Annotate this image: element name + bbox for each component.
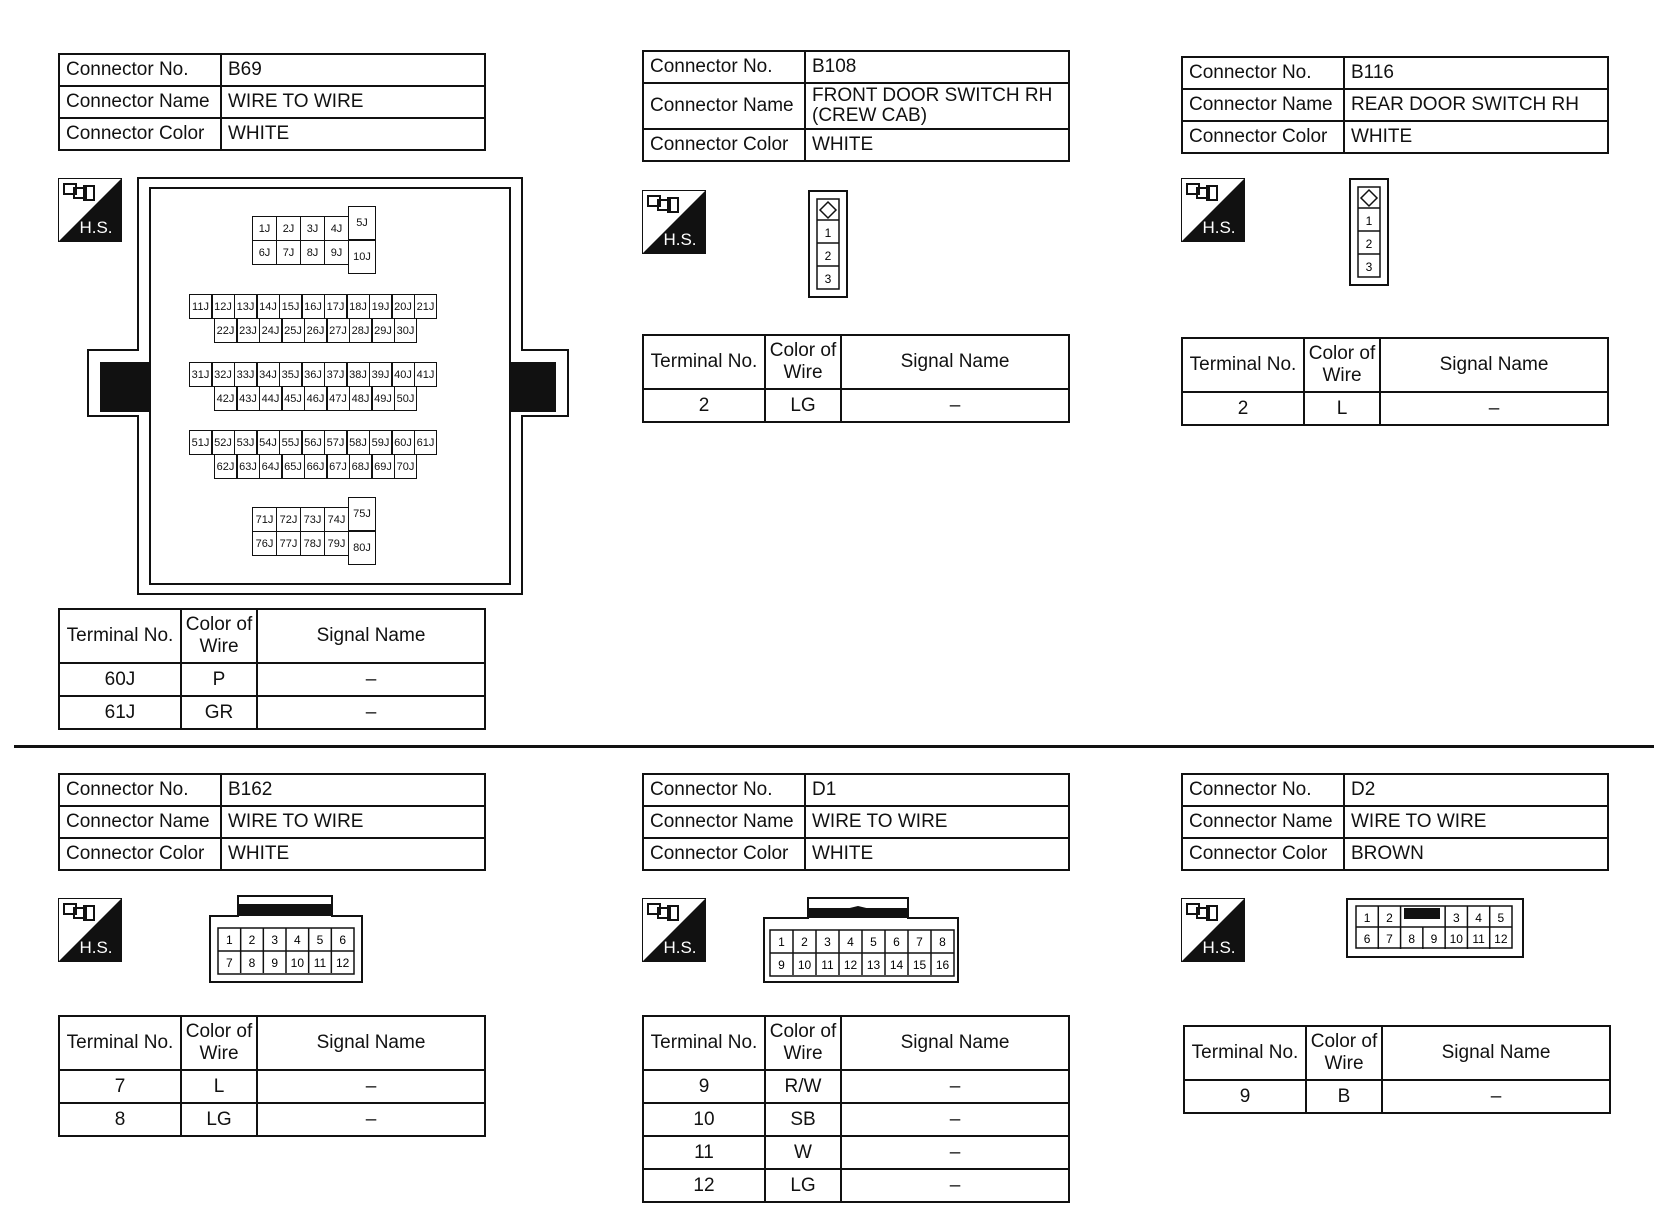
d2-color-label: Connector Color bbox=[1182, 838, 1344, 870]
b69-pin-51J: 51J bbox=[189, 430, 212, 455]
b69-pin-42J: 42J bbox=[214, 386, 237, 411]
d2-th-signal: Signal Name bbox=[1382, 1026, 1610, 1080]
b69-pin-59J: 59J bbox=[369, 430, 392, 455]
b69-pin-54J: 54J bbox=[257, 430, 280, 455]
b69-pin-5J: 5J bbox=[348, 206, 376, 240]
b108-name-label: Connector Name bbox=[643, 83, 805, 129]
b69-pin-57J: 57J bbox=[324, 430, 347, 455]
d2-pin-7: 7 bbox=[1386, 932, 1393, 946]
b69-pin-10J: 10J bbox=[348, 240, 376, 274]
b69-pin-52J: 52J bbox=[212, 430, 235, 455]
b162-info-table bbox=[58, 773, 486, 871]
d2-pin-2: 2 bbox=[1386, 911, 1393, 925]
d1-pin-8: 8 bbox=[939, 935, 946, 949]
table-row: 60J P – bbox=[59, 663, 485, 696]
b116-info-table bbox=[1181, 56, 1609, 154]
d1-pin-11: 11 bbox=[821, 958, 834, 972]
d1-pin-10: 10 bbox=[797, 958, 812, 972]
b108-no-label: Connector No. bbox=[643, 51, 805, 83]
b69-pin-56J: 56J bbox=[302, 430, 325, 455]
d2-pin-6: 6 bbox=[1363, 932, 1371, 946]
b69-th-signal: Signal Name bbox=[257, 609, 485, 663]
b69-pin-16J: 16J bbox=[302, 294, 325, 319]
b162-pin-8: 8 bbox=[248, 956, 256, 970]
b69-pin-55J: 55J bbox=[279, 430, 302, 455]
b69-pin-36J: 36J bbox=[302, 362, 325, 387]
b162-name-label: Connector Name bbox=[59, 806, 221, 838]
b108-no-value: B108 bbox=[805, 51, 1069, 83]
b69-pin-50J: 50J bbox=[394, 386, 417, 411]
b116-pin-2: 2 bbox=[1365, 237, 1373, 251]
b69-pin-20J: 20J bbox=[392, 294, 415, 319]
b108-color-label: Connector Color bbox=[643, 129, 805, 161]
b69-pin-35J: 35J bbox=[279, 362, 302, 387]
b69-pin-23J: 23J bbox=[237, 318, 260, 343]
d2-pin-12: 12 bbox=[1494, 932, 1508, 946]
b69-pin-24J: 24J bbox=[259, 318, 282, 343]
b162-pin-9: 9 bbox=[271, 956, 279, 970]
b162-color-label: Connector Color bbox=[59, 838, 221, 870]
b69-pin-15J: 15J bbox=[279, 294, 302, 319]
b69-pin-64J: 64J bbox=[259, 454, 282, 479]
b69-pin-26J: 26J bbox=[304, 318, 327, 343]
d2-hs-icon bbox=[1181, 898, 1245, 962]
b162-connector-face bbox=[208, 894, 366, 984]
b69-pin-3J: 3J bbox=[300, 216, 325, 241]
d2-pin-9: 9 bbox=[1430, 932, 1438, 946]
b69-pin-72J: 72J bbox=[276, 507, 301, 532]
b116-no-value: B116 bbox=[1344, 57, 1608, 89]
b116-connector-face bbox=[1349, 178, 1391, 288]
b69-pin-29J: 29J bbox=[372, 318, 395, 343]
b69-pin-80J: 80J bbox=[348, 531, 376, 565]
d1-terminal-table bbox=[642, 1015, 1070, 1203]
b69-no-value: B69 bbox=[221, 54, 485, 86]
b69-pin-77J: 77J bbox=[276, 531, 301, 556]
b162-pin-1: 1 bbox=[225, 933, 233, 947]
d1-info-table bbox=[642, 773, 1070, 871]
b69-pin-17J: 17J bbox=[324, 294, 347, 319]
b116-th-terminal: Terminal No. bbox=[1182, 338, 1304, 392]
b69-pin-60J: 60J bbox=[392, 430, 415, 455]
b69-pin-27J: 27J bbox=[327, 318, 350, 343]
b162-pin-6: 6 bbox=[339, 933, 347, 947]
b108-pin-2: 2 bbox=[824, 249, 832, 263]
b69-pin-43J: 43J bbox=[237, 386, 260, 411]
b69-pin-1J: 1J bbox=[252, 216, 277, 241]
d2-name-label: Connector Name bbox=[1182, 806, 1344, 838]
table-row: 12 LG – bbox=[643, 1169, 1069, 1202]
b69-pin-30J: 30J bbox=[394, 318, 417, 343]
d1-no-label: Connector No. bbox=[643, 774, 805, 806]
table-row: 2 LG – bbox=[643, 389, 1069, 422]
d1-no-value: D1 bbox=[805, 774, 1069, 806]
b162-th-signal: Signal Name bbox=[257, 1016, 485, 1070]
d2-pin-11: 11 bbox=[1472, 932, 1485, 946]
svg-text:H.S.: H.S. bbox=[79, 218, 113, 237]
b116-pin-1: 1 bbox=[1365, 214, 1373, 228]
b69-pin-45J: 45J bbox=[282, 386, 305, 411]
b162-color-value: WHITE bbox=[221, 838, 485, 870]
d1-name-value: WIRE TO WIRE bbox=[805, 806, 1069, 838]
b162-th-terminal: Terminal No. bbox=[59, 1016, 181, 1070]
b69-pin-76J: 76J bbox=[252, 531, 277, 556]
svg-text:H.S.: H.S. bbox=[663, 230, 697, 249]
b69-pin-49J: 49J bbox=[372, 386, 395, 411]
b69-pin-53J: 53J bbox=[234, 430, 257, 455]
d1-th-signal: Signal Name bbox=[841, 1016, 1069, 1070]
table-row: 10 SB – bbox=[643, 1103, 1069, 1136]
b162-pin-5: 5 bbox=[316, 933, 324, 947]
d1-pin-2: 2 bbox=[801, 935, 808, 949]
d1-pin-4: 4 bbox=[847, 935, 854, 949]
b69-pin-70J: 70J bbox=[394, 454, 417, 479]
b69-pin-41J: 41J bbox=[414, 362, 437, 387]
b69-name-label: Connector Name bbox=[59, 86, 221, 118]
b162-pin-7: 7 bbox=[225, 956, 233, 970]
b69-pin-69J: 69J bbox=[372, 454, 395, 479]
b69-pin-71J: 71J bbox=[252, 507, 277, 532]
d1-pin-7: 7 bbox=[916, 935, 923, 949]
d1-th-terminal: Terminal No. bbox=[643, 1016, 765, 1070]
d2-no-label: Connector No. bbox=[1182, 774, 1344, 806]
b69-pin-63J: 63J bbox=[237, 454, 260, 479]
b69-pin-13J: 13J bbox=[234, 294, 257, 319]
b69-pin-39J: 39J bbox=[369, 362, 392, 387]
b69-pin-2J: 2J bbox=[276, 216, 301, 241]
b108-th-terminal: Terminal No. bbox=[643, 335, 765, 389]
d2-name-value: WIRE TO WIRE bbox=[1344, 806, 1608, 838]
d1-hs-icon bbox=[642, 898, 706, 962]
svg-text:H.S.: H.S. bbox=[79, 938, 113, 957]
b116-color-value: WHITE bbox=[1344, 121, 1608, 153]
b108-connector-face bbox=[808, 190, 850, 300]
d1-name-label: Connector Name bbox=[643, 806, 805, 838]
b162-pin-2: 2 bbox=[248, 933, 256, 947]
table-row: 9 B – bbox=[1184, 1080, 1610, 1113]
b69-pin-74J: 74J bbox=[324, 507, 349, 532]
b69-pin-78J: 78J bbox=[300, 531, 325, 556]
table-row: 9 R/W – bbox=[643, 1070, 1069, 1103]
d2-pin-4: 4 bbox=[1475, 911, 1482, 925]
table-row: 7 L – bbox=[59, 1070, 485, 1103]
b69-pin-19J: 19J bbox=[369, 294, 392, 319]
b116-color-label: Connector Color bbox=[1182, 121, 1344, 153]
d2-color-value: BROWN bbox=[1344, 838, 1608, 870]
b116-name-value: REAR DOOR SWITCH RH bbox=[1344, 89, 1608, 121]
b108-color-value: WHITE bbox=[805, 129, 1069, 161]
b162-pin-3: 3 bbox=[271, 933, 279, 947]
b69-pin-44J: 44J bbox=[259, 386, 282, 411]
b69-pin-7J: 7J bbox=[276, 240, 301, 265]
b69-color-value: WHITE bbox=[221, 118, 485, 150]
d2-pin-5: 5 bbox=[1497, 911, 1505, 925]
d1-pin-12: 12 bbox=[843, 958, 858, 972]
b162-pin-11: 11 bbox=[313, 956, 327, 970]
b69-pin-73J: 73J bbox=[300, 507, 325, 532]
b162-pin-10: 10 bbox=[290, 956, 305, 970]
b69-th-wire: Color of Wire bbox=[181, 609, 257, 663]
b69-th-terminal: Terminal No. bbox=[59, 609, 181, 663]
d1-th-wire: Color of Wire bbox=[765, 1016, 841, 1070]
d1-connector-face bbox=[762, 896, 962, 986]
b69-pin-62J: 62J bbox=[214, 454, 237, 479]
b69-pin-58J: 58J bbox=[347, 430, 370, 455]
b162-pin-4: 4 bbox=[293, 933, 301, 947]
d2-pin-10: 10 bbox=[1449, 932, 1463, 946]
b69-pin-6J: 6J bbox=[252, 240, 277, 265]
b69-pin-11J: 11J bbox=[189, 294, 212, 319]
d1-pin-14: 14 bbox=[889, 958, 904, 972]
svg-text:H.S.: H.S. bbox=[663, 938, 697, 957]
table-row: 11 W – bbox=[643, 1136, 1069, 1169]
d1-pin-15: 15 bbox=[912, 958, 927, 972]
b69-pin-14J: 14J bbox=[257, 294, 280, 319]
b162-th-wire: Color of Wire bbox=[181, 1016, 257, 1070]
b69-pin-31J: 31J bbox=[189, 362, 212, 387]
b116-terminal-table bbox=[1181, 337, 1609, 426]
b108-pin-3: 3 bbox=[824, 272, 832, 286]
b69-pin-4J: 4J bbox=[324, 216, 349, 241]
d1-color-label: Connector Color bbox=[643, 838, 805, 870]
b108-name-value: FRONT DOOR SWITCH RH (CREW CAB) bbox=[805, 83, 1069, 129]
b69-pin-37J: 37J bbox=[324, 362, 347, 387]
d2-th-terminal: Terminal No. bbox=[1184, 1026, 1306, 1080]
table-row: 8 LG – bbox=[59, 1103, 485, 1136]
b69-pin-48J: 48J bbox=[349, 386, 372, 411]
b108-hs-icon bbox=[642, 190, 706, 254]
b108-pin-1: 1 bbox=[824, 226, 832, 240]
b108-th-wire: Color of Wire bbox=[765, 335, 841, 389]
b108-info-table bbox=[642, 50, 1070, 162]
b108-th-signal: Signal Name bbox=[841, 335, 1069, 389]
b69-pin-32J: 32J bbox=[212, 362, 235, 387]
table-row: 61J GR – bbox=[59, 696, 485, 729]
b69-color-label: Connector Color bbox=[59, 118, 221, 150]
b69-pin-67J: 67J bbox=[327, 454, 350, 479]
section-divider bbox=[14, 745, 1654, 748]
b69-pin-38J: 38J bbox=[347, 362, 370, 387]
b69-no-label: Connector No. bbox=[59, 54, 221, 86]
b69-pin-22J: 22J bbox=[214, 318, 237, 343]
b69-info-table bbox=[58, 53, 486, 151]
b69-pin-18J: 18J bbox=[347, 294, 370, 319]
b69-pin-12J: 12J bbox=[212, 294, 235, 319]
b162-no-value: B162 bbox=[221, 774, 485, 806]
d1-pin-9: 9 bbox=[778, 958, 785, 972]
d2-terminal-table bbox=[1183, 1025, 1611, 1114]
b116-no-label: Connector No. bbox=[1182, 57, 1344, 89]
d2-connector-face bbox=[1346, 898, 1526, 960]
b69-pin-40J: 40J bbox=[392, 362, 415, 387]
b162-hs-icon bbox=[58, 898, 122, 962]
table-row: 2 L – bbox=[1182, 392, 1608, 425]
d1-pin-1: 1 bbox=[778, 935, 785, 949]
b162-terminal-table bbox=[58, 1015, 486, 1137]
svg-text:H.S.: H.S. bbox=[1202, 938, 1236, 957]
d1-pin-5: 5 bbox=[870, 935, 877, 949]
b116-pin-3: 3 bbox=[1365, 260, 1373, 274]
b116-hs-icon bbox=[1181, 178, 1245, 242]
b69-pin-61J: 61J bbox=[414, 430, 437, 455]
b69-pin-33J: 33J bbox=[234, 362, 257, 387]
b69-pin-47J: 47J bbox=[327, 386, 350, 411]
d1-pin-3: 3 bbox=[824, 935, 831, 949]
b69-pin-46J: 46J bbox=[304, 386, 327, 411]
b69-pin-79J: 79J bbox=[324, 531, 349, 556]
b69-terminal-table bbox=[58, 608, 486, 730]
b69-pin-9J: 9J bbox=[324, 240, 349, 265]
b116-th-wire: Color of Wire bbox=[1304, 338, 1380, 392]
d2-th-wire: Color of Wire bbox=[1306, 1026, 1382, 1080]
d2-info-table bbox=[1181, 773, 1609, 871]
b69-pin-65J: 65J bbox=[282, 454, 305, 479]
d1-pin-16: 16 bbox=[935, 958, 950, 972]
b69-pin-28J: 28J bbox=[349, 318, 372, 343]
d2-no-value: D2 bbox=[1344, 774, 1608, 806]
b162-no-label: Connector No. bbox=[59, 774, 221, 806]
b69-name-value: WIRE TO WIRE bbox=[221, 86, 485, 118]
d1-pin-6: 6 bbox=[893, 935, 900, 949]
b69-pin-68J: 68J bbox=[349, 454, 372, 479]
b69-pin-8J: 8J bbox=[300, 240, 325, 265]
d1-pin-13: 13 bbox=[866, 958, 881, 972]
b69-pin-25J: 25J bbox=[282, 318, 305, 343]
d1-color-value: WHITE bbox=[805, 838, 1069, 870]
b69-pin-66J: 66J bbox=[304, 454, 327, 479]
b162-pin-12: 12 bbox=[335, 956, 350, 970]
b69-pin-21J: 21J bbox=[414, 294, 437, 319]
b69-pin-75J: 75J bbox=[348, 497, 376, 531]
b116-th-signal: Signal Name bbox=[1380, 338, 1608, 392]
d2-pin-3: 3 bbox=[1452, 911, 1460, 925]
b116-name-label: Connector Name bbox=[1182, 89, 1344, 121]
b108-terminal-table bbox=[642, 334, 1070, 423]
d2-pin-8: 8 bbox=[1408, 932, 1416, 946]
svg-text:H.S.: H.S. bbox=[1202, 218, 1236, 237]
d2-pin-1: 1 bbox=[1363, 911, 1371, 925]
b69-pin-34J: 34J bbox=[257, 362, 280, 387]
b162-name-value: WIRE TO WIRE bbox=[221, 806, 485, 838]
